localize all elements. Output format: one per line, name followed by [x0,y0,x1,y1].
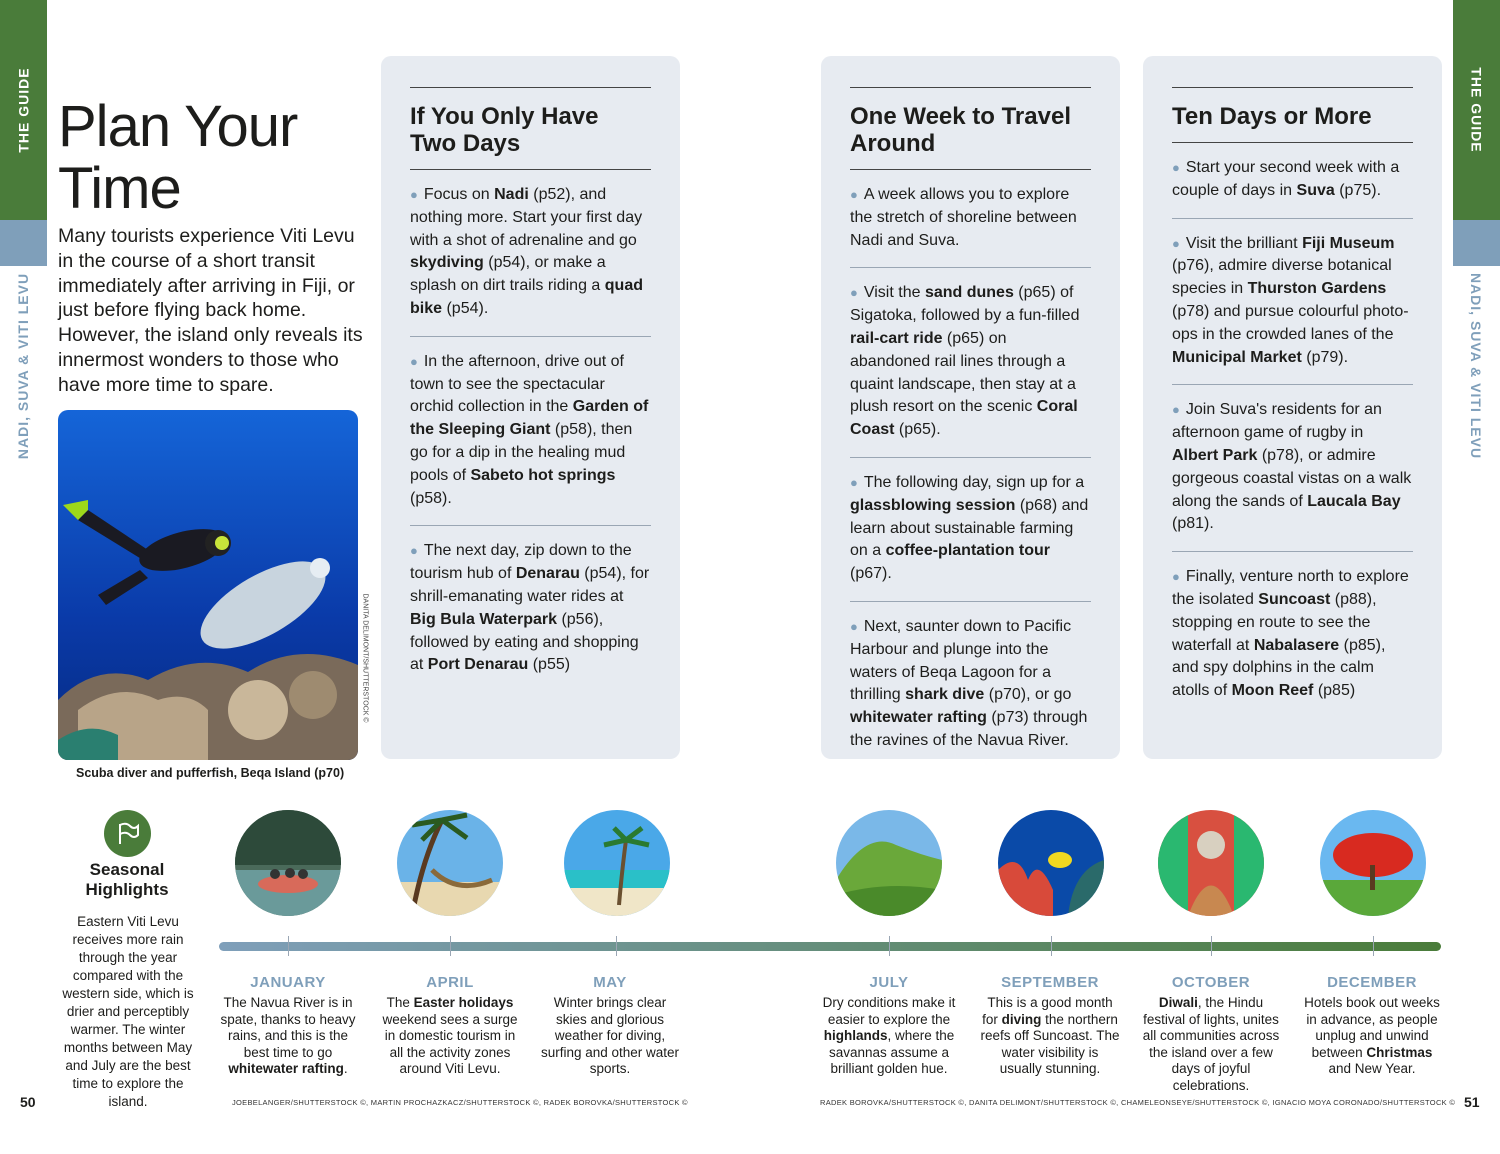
bold-text: Fiji Museum [1302,234,1395,252]
text-run: This is a good month for [982,995,1113,1027]
region-tab-label: NADI, SUVA & VITI LEVU [1468,272,1485,460]
page-title: Plan Your Time [58,94,298,221]
text-run: , the Hindu festival of lights, unites all communities across the island over a few days of joyful celebrations. [1142,995,1280,1093]
text-run: Hotels book out weeks in advance, as people unplug and unwind between [1304,995,1440,1060]
text-run: (p58). [410,489,452,507]
month-text [1141,995,1281,1095]
itinerary-list [1172,143,1413,718]
month-september [980,974,1120,1078]
timeline-tick [616,936,617,956]
text-run: (p54), for shrill-emanating water rides at [410,565,650,605]
bold-text: whitewater rafting [228,1061,344,1077]
month-text [980,995,1120,1078]
text-run: Finally, venture north to explore the isolated [1172,568,1409,608]
timeline-tick [288,936,289,956]
card-title: One Week to Travel Around [850,87,1091,170]
photo-credits-right: RADEK BOROVKA/SHUTTERSTOCK ©, DANITA DELIMONT/SHUTTERSTOCK ©, CHAMELEONSEYE/SHUTTERSTOCK ©, IGNACIO MOYA CORONADO/SHUTTERSTOCK © [820,1098,1456,1107]
timeline-tick [1211,936,1212,956]
itinerary-list [850,170,1091,768]
bold-text: Garden of the Sleeping Giant [410,398,649,439]
timeline-tick [1373,936,1374,956]
bold-text: Thurston Gardens [1247,280,1387,298]
month-text [218,995,358,1078]
guide-tab-label: THE GUIDE [15,67,32,153]
month-january [218,974,358,1078]
text-run: Winter brings clear skies and glorious weather for diving, surfing and other water sports. [540,995,680,1077]
month-name: APRIL [426,974,474,991]
month-name: MAY [593,974,627,991]
bold-text: Big Bula Waterpark [410,610,557,628]
text-run: Next, saunter down to Pacific Harbour and plunge into the waters of Beqa Lagoon for a thrilling [850,617,1072,704]
text-run: (p81). [1172,515,1214,533]
itinerary-item [410,337,651,527]
flag-icon [104,810,151,857]
itinerary-card-one-week [821,56,1120,759]
text-run: (p67). [850,565,892,583]
card-title: Ten Days or More [1172,87,1413,143]
text-run: (p54). [442,299,489,317]
flame-tree-photo [1320,810,1426,916]
timeline-tick [450,936,451,956]
month-name: DECEMBER [1327,974,1417,991]
bold-text: Suva [1296,181,1335,199]
bold-text: Suncoast [1258,590,1331,608]
itinerary-item [850,170,1091,268]
bold-text: whitewater rafting [850,709,987,727]
text-run: (p52), and nothing more. Start your first day with a shot of adrenaline and go [410,186,643,249]
text-run: , where the savannas assume a brilliant golden hue. [828,1028,955,1077]
region-tab-block [1453,220,1500,266]
text-run: (p88), stopping en route to see the waterfall at [1172,590,1377,654]
bold-text: Easter holidays [413,995,514,1010]
text-run: weekend sees a surge in domestic tourism in all the activity zones around Viti Levu. [382,1011,518,1077]
itinerary-item [410,170,651,337]
bold-text: Diwali [1158,995,1198,1010]
month-name: JULY [869,974,909,991]
text-run: (p75). [1334,181,1382,199]
month-text [540,995,680,1078]
bold-text: Municipal Market [1172,348,1302,366]
itinerary-item [1172,219,1413,386]
bold-text: Laucala Bay [1307,492,1401,510]
text-run: (p65) on abandoned rail lines through a quaint landscape, then stay at a plush resort on the scenic [850,329,1076,416]
rafting-photo [235,810,341,916]
bold-text: Albert Park [1172,446,1258,464]
reef-fish-photo [998,810,1104,916]
bold-text: glassblowing session [850,496,1016,514]
text-run: Join Suva's residents for an afternoon game of rugby in [1172,401,1382,442]
text-run: (p56), followed by eating and shopping at [410,610,639,674]
text-run: . [343,1061,348,1077]
text-run: (p70), or go [984,686,1072,704]
diwali-photo [1158,810,1264,916]
bold-text: Sabeto hot springs [470,466,616,484]
timeline-tick [1051,936,1052,956]
text-run: (p78) and pursue colourful photo-ops in the crowded lanes of the [1172,302,1409,343]
bold-text: shark dive [905,686,985,704]
region-tab-block [0,220,47,266]
month-text [380,995,520,1078]
itinerary-list [410,170,651,692]
month-text [1302,995,1442,1078]
text-run: The [386,995,414,1010]
text-run: (p58), then go for a dip in the healing mud pools of [410,421,633,484]
text-run: and New Year. [1328,1061,1416,1077]
seasonal-title: Seasonal Highlights [85,860,169,899]
itinerary-card-two-days [381,56,680,759]
photo-credit: DANITA DELIMONT/SHUTTERSTOCK © [361,593,369,723]
month-name: JANUARY [250,974,326,991]
text-run: (p85), and spy dolphins in the calm atolls of [1172,636,1386,700]
text-run: the northern reefs off Suncoast. The water visibility is usually stunning. [980,1011,1120,1077]
bold-text: coffee-plantation tour [885,542,1051,560]
itinerary-item [850,458,1091,602]
month-april [380,974,520,1078]
text-run: (p85) [1313,682,1356,700]
text-run: Dry conditions make it easier to explore the [822,995,956,1027]
month-name: SEPTEMBER [1001,974,1099,991]
season-timeline [219,942,1441,951]
hammock-photo [397,810,503,916]
bold-text: Moon Reef [1231,682,1314,700]
text-run: (p55) [528,656,571,674]
bold-text: sand dunes [924,284,1014,302]
bold-text: highlands [823,1028,888,1044]
month-october [1141,974,1281,1095]
itinerary-item [850,268,1091,458]
bold-text: Port Denarau [427,656,529,674]
photo-caption: Scuba diver and pufferfish, Beqa Island (p70) [76,766,345,780]
month-text [819,995,959,1078]
bold-text: Coral Coast [850,398,1078,439]
bold-text: Christmas [1366,1044,1433,1060]
timeline-tick [889,936,890,956]
month-december [1302,974,1442,1078]
card-title: If You Only Have Two Days [410,87,651,170]
text-run: Visit the brilliant [1185,234,1303,252]
text-run: (p78), or admire gorgeous coastal vistas on a walk along the sands of [1172,446,1412,510]
bold-text: skydiving [410,254,484,272]
text-run: Start your second week with a couple of days in [1172,159,1400,199]
scuba-diver-photo [58,410,358,760]
month-name: OCTOBER [1171,974,1251,991]
text-run: (p79). [1301,348,1349,366]
bold-text: Denarau [515,565,580,583]
month-may [540,974,680,1078]
highlands-photo [836,810,942,916]
text-run: Visit the [863,284,925,302]
seasonal-text: Eastern Viti Levu receives more rain through the year compared with the western side, which is drier and perceptibly warmer. The winter months between May and July are the best time to explore the island. [62,914,194,1109]
bold-text: rail-cart ride [850,329,943,347]
page-number-left: 50 [20,1094,36,1110]
bold-text: Nadi [494,186,529,203]
bold-text: Nabalasere [1253,636,1340,654]
text-run: A week allows you to explore the stretch of shoreline between Nadi and Suva. [850,186,1077,249]
itinerary-item [1172,143,1413,219]
text-run: (p65). [894,421,941,439]
photo-credits-left: JOEBELANGER/SHUTTERSTOCK ©, MARTIN PROCHAZKACZ/SHUTTERSTOCK ©, RADEK BOROVKA/SHUTTERSTOCK © [232,1098,688,1107]
page-number-right: 51 [1464,1094,1480,1110]
text-run: The next day, zip down to the tourism hub of [410,542,632,583]
text-run: (p76), admire diverse botanical species in [1172,257,1392,298]
itinerary-item [1172,552,1413,718]
text-run: (p73) through the ravines of the Navua River. [850,709,1088,749]
bold-text: diving [1001,1011,1042,1027]
palm-beach-photo [564,810,670,916]
month-july [819,974,959,1078]
itinerary-card-ten-days [1143,56,1442,759]
guide-tab-label: THE GUIDE [1468,67,1485,153]
text-run: Focus on [423,186,495,203]
text-run: (p54), or make a splash on dirt trails riding a [410,254,606,295]
itinerary-item [1172,385,1413,552]
region-tab-label: NADI, SUVA & VITI LEVU [15,272,32,460]
scuba-diver-illustration [58,410,358,760]
intro-paragraph: Many tourists experience Viti Levu in the course of a short transit immediately after arriving in Fiji, or just before flying back home. However, the island only reveals its innermost wonders to those who have more time to spare. [58,225,363,396]
bold-text: quad bike [410,277,643,317]
itinerary-item [850,602,1091,768]
text-run: (p65) of Sigatoka, followed by a fun-filled [850,284,1080,325]
itinerary-item [410,526,651,692]
text-run: (p68) and learn about sustainable farming on a [850,496,1089,560]
text-run: In the afternoon, drive out of town to see the spectacular orchid collection in the [410,352,624,416]
text-run: The Navua River is in spate, thanks to heavy rains, and this is the best time to go [220,995,356,1060]
text-run: The following day, sign up for a [863,473,1085,491]
